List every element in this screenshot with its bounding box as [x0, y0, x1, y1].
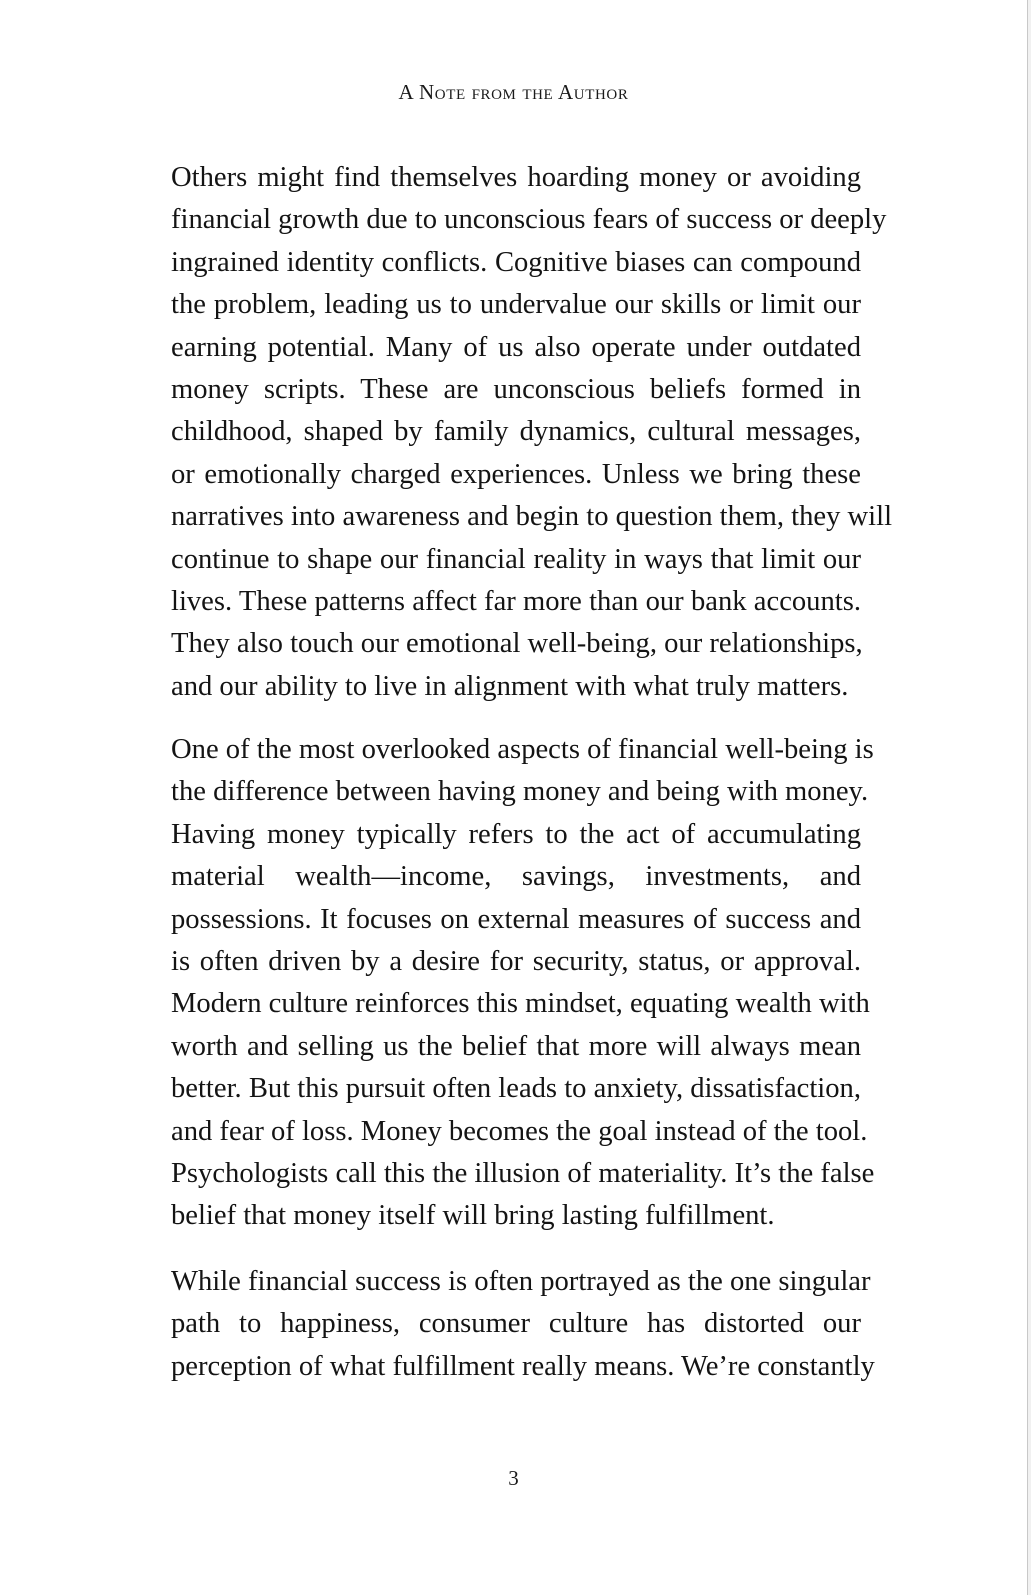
text-line: and fear of loss. Money becomes the goal instead of the tool. — [171, 1115, 868, 1147]
text-line: possessions. It focuses on external measures of success and — [171, 903, 861, 935]
text-line: is often driven by a desire for security, status, or approval. — [171, 945, 861, 977]
page-number: 3 — [508, 1466, 519, 1490]
text-line: and our ability to live in alignment with what truly matters. — [171, 670, 849, 702]
text-line: financial growth due to unconscious fears of success or deeply — [171, 204, 887, 236]
text-line: earning potential. Many of us also operate under outdated — [171, 331, 861, 363]
text-line: Having money typically refers to the act of accumulating — [171, 818, 861, 850]
paragraph-3 — [171, 1261, 875, 1388]
text-line: money scripts. These are unconscious beliefs formed in — [171, 373, 861, 405]
text-line: continue to shape our financial reality in ways that limit our — [171, 543, 861, 575]
text-line: narratives into awareness and begin to question them, they will — [171, 501, 893, 533]
text-line: One of the most overlooked aspects of financial well-being is — [171, 734, 874, 765]
paragraph-1 — [171, 157, 893, 708]
text-line: better. But this pursuit often leads to anxiety, dissatisfaction, — [171, 1073, 861, 1105]
text-line: Psychologists call this the illusion of materiality. It’s the false — [171, 1157, 875, 1189]
text-line: material wealth—income, savings, investments, and — [171, 861, 861, 893]
text-line: childhood, shaped by family dynamics, cultural messages, — [171, 416, 861, 448]
text-line: the difference between having money and being with money. — [171, 776, 869, 808]
text-line: While financial success is often portrayed as the one singular — [171, 1266, 871, 1297]
text-line: Others might find themselves hoarding money or avoiding — [171, 162, 861, 193]
text-line: Modern culture reinforces this mindset, equating wealth with — [171, 988, 870, 1020]
text-line: perception of what fulfillment really means. We’re constantly — [171, 1350, 875, 1382]
text-line: or emotionally charged experiences. Unless we bring these — [171, 458, 861, 490]
text-line: path to happiness, consumer culture has distorted our — [171, 1308, 861, 1340]
text-line: worth and selling us the belief that more will always mean — [171, 1030, 861, 1062]
running-head: A Note from the Author — [398, 80, 629, 104]
paragraph-2 — [171, 729, 875, 1238]
text-line: They also touch our emotional well-being, our relationships, — [171, 628, 863, 660]
text-line: ingrained identity conflicts. Cognitive biases can compound — [171, 246, 861, 278]
text-line: lives. These patterns affect far more than our bank accounts. — [171, 585, 861, 617]
text-line: the problem, leading us to undervalue our skills or limit our — [171, 289, 861, 321]
text-line: belief that money itself will bring lasting fulfillment. — [171, 1200, 775, 1232]
